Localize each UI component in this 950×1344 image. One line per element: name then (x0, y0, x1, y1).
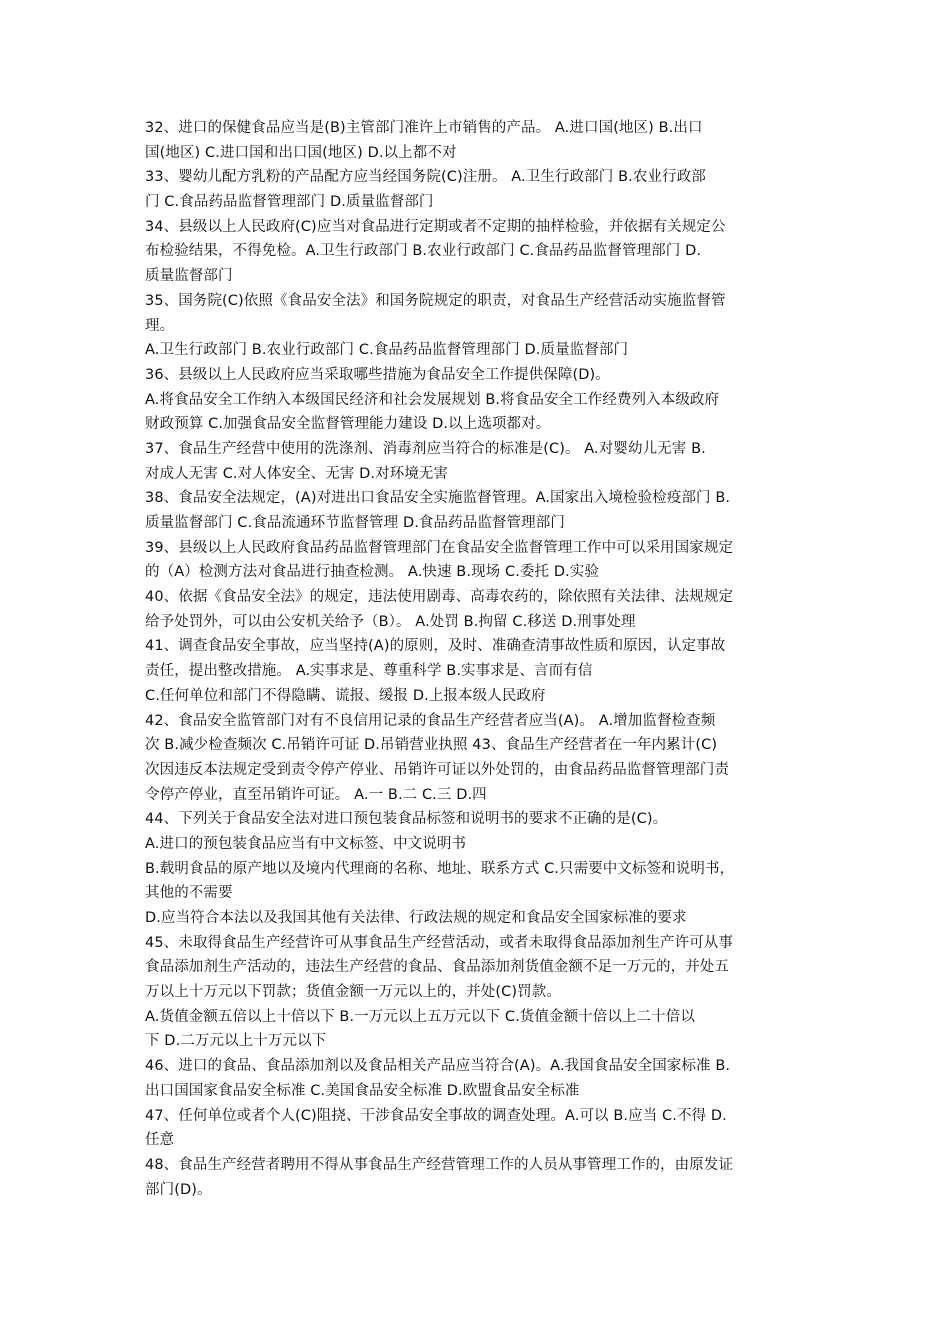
text-line: 40、依据《食品安全法》的规定，违法使用剧毒、高毒农药的，除依照有关法律、法规规定 (145, 589, 734, 606)
text-line: 47、任何单位或者个人(C)阻挠、干涉食品安全事故的调查处理。A.可以 B.应当 C.不得 D. (145, 1107, 727, 1124)
text-line: 33、婴幼儿配方乳粉的产品配方应当经国务院(C)注册。 A.卫生行政部门 B.农业行政部 (145, 169, 706, 186)
text-line: 布检验结果，不得免检。A.卫生行政部门 B.农业行政部门 C.食品药品监督管理部门 D. (145, 243, 702, 260)
text-line: D.应当符合本法以及我国其他有关法律、行政法规的规定和食品安全国家标准的要求 (145, 910, 687, 926)
text-line: 48、食品生产经营者聘用不得从事食品生产经营管理工作的人员从事管理工作的，由原发证 (145, 1156, 734, 1173)
text-line: 门 C.食品药品监督管理部门 D.质量监督部门 (145, 194, 434, 211)
text-line: 34、县级以上人民政府(C)应当对食品进行定期或者不定期的抽样检验，并依据有关规定公 (145, 218, 726, 235)
text-line: 46、进口的食品、食品添加剂以及食品相关产品应当符合(A)。A.我国食品安全国家标准 B. (145, 1058, 731, 1075)
text-line: 万以上十万元以下罚款；货值金额一万元以上的，并处(C)罚款。 (145, 984, 561, 1001)
text-line: 理。 (145, 317, 175, 334)
text-line: 32、进口的保健食品应当是(B)主管部门准许上市销售的产品。 A.进口国(地区) B.出口 (145, 120, 703, 136)
text-line: 39、县级以上人民政府食品药品监督管理部门在食品安全监督管理工作中可以采用国家规定 (145, 539, 734, 556)
text-line: 35、国务院(C)依照《食品安全法》和国务院规定的职责，对食品生产经营活动实施监督管 (145, 292, 726, 309)
text-line: 令停产停业，直至吊销许可证。 A.一 B.二 C.三 D.四 (145, 786, 487, 803)
document-body (145, 116, 809, 1202)
text-line: 部门(D)。 (145, 1181, 212, 1198)
text-line: A.将食品安全工作纳入本级国民经济和社会发展规划 B.将食品安全工作经费列入本级政府 (145, 391, 720, 408)
text-line: 37、食品生产经营中使用的洗涤剂、消毒剂应当符合的标准是(C)。 A.对婴幼儿无害 B. (145, 440, 706, 457)
text-line: 41、调查食品安全事故，应当坚持(A)的原则，及时、准确查清事故性质和原因，认定事故 (145, 638, 726, 655)
text-line: C.任何单位和部门不得隐瞒、谎报、缓报 D.上报本级人民政府 (145, 687, 546, 704)
text-line: 44、下列关于食品安全法对进口预包装食品标签和说明书的要求不正确的是(C)。 (145, 811, 668, 828)
text-line: 责任，提出整改措施。 A.实事求是、尊重科学 B.实事求是、言而有信 (145, 663, 593, 680)
text-line: 质量监督部门 C.食品流通环节监督管理 D.食品药品监督管理部门 (145, 515, 565, 531)
text-line: 45、未取得食品生产经营许可从事食品生产经营活动，或者未取得食品添加剂生产许可从事 (145, 934, 734, 951)
text-line: 的（A）检测方法对食品进行抽查检测。 A.快速 B.现场 C.委托 D.实验 (145, 564, 599, 581)
text-line: 36、县级以上人民政府应当采取哪些措施为食品安全工作提供保障(D)。 (145, 366, 610, 383)
text-line: 质量监督部门 (145, 268, 233, 285)
text-line: 次因违反本法规定受到责令停产停业、吊销许可证以外处罚的，由食品药品监督管理部门责 (145, 761, 729, 778)
text-line: 国(地区) C.进口国和出口国(地区) D.以上都不对 (145, 144, 457, 161)
text-line: A.进口的预包装食品应当有中文标签、中文说明书 (145, 835, 467, 852)
text-line: 42、食品安全监管部门对有不良信用记录的食品生产经营者应当(A)。 A.增加监督检查频 (145, 712, 716, 729)
text-line: 食品添加剂生产活动的，违法生产经营的食品、食品添加剂货值金额不足一万元的，并处五 (145, 959, 729, 976)
text-line: A.卫生行政部门 B.农业行政部门 C.食品药品监督管理部门 D.质量监督部门 (145, 342, 629, 359)
text-line: B.载明食品的原产地以及境内代理商的名称、地址、联系方式 C.只需要中文标签和说明书， (145, 860, 735, 877)
text-line: 给予处罚外，可以由公安机关给予（B）。 A.处罚 B.拘留 C.移送 D.刑事处理 (145, 613, 636, 630)
text-line: 下 D.二万元以上十万元以下 (145, 1033, 327, 1050)
text-line: 任意 (145, 1132, 175, 1149)
text-line: 38、食品安全法规定，(A)对进出口食品安全实施监督管理。A.国家出入境检验检疫部门 B. (145, 490, 731, 507)
text-line: A.货值金额五倍以上十倍以下 B.一万元以上五万元以下 C.货值金额十倍以上二十倍以 (145, 1008, 695, 1025)
text-line: 次 B.减少检查频次 C.吊销许可证 D.吊销营业执照 43、食品生产经营者在一年内累计(C) (145, 737, 718, 754)
text-line: 其他的不需要 (145, 885, 233, 902)
text-line: 对成人无害 C.对人体安全、无害 D.对环境无害 (145, 465, 449, 482)
text-line: 出口国国家食品安全标准 C.美国食品安全标准 D.欧盟食品安全标准 (145, 1082, 580, 1099)
text-line: 财政预算 C.加强食品安全监督管理能力建设 D.以上选项都对。 (145, 416, 551, 433)
